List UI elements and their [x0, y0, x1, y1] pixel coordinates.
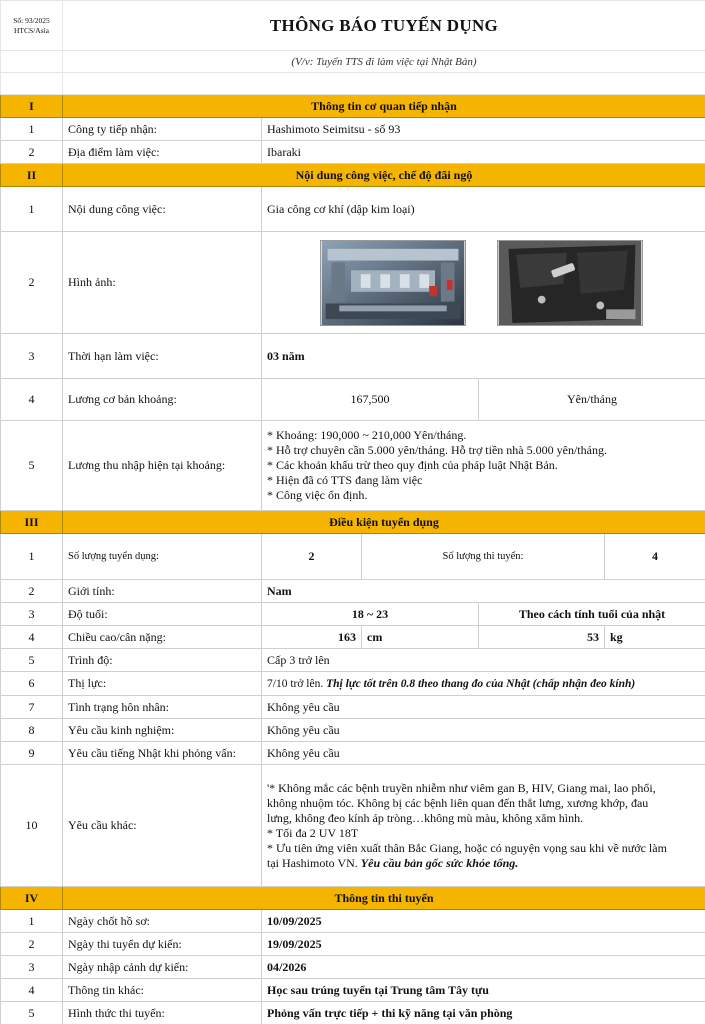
row-label: Hình thức thi tuyển: — [63, 1002, 262, 1024]
age-note: Theo cách tính tuổi của nhật — [479, 603, 705, 626]
table-row: 4 Thông tin khác: Học sau trúng tuyển tại Trung tâm Tây tựu — [1, 979, 705, 1002]
table-row: 2 Giới tính: Nam — [1, 580, 705, 603]
eyesight: 7/10 trở lên. Thị lực tốt trên 0.8 theo thang đo của Nhật (chấp nhận đeo kính) — [262, 672, 705, 696]
base-salary: 167,500 — [262, 379, 479, 421]
application-deadline: 10/09/2025 — [262, 910, 705, 933]
row-label: Lương cơ bản khoảng: — [63, 379, 262, 421]
height-unit: cm — [362, 626, 479, 649]
table-row: 1 Công ty tiếp nhận: Hashimoto Seimitsu - số 93 — [1, 118, 705, 141]
table-row: 1 Ngày chốt hồ sơ: 10/09/2025 — [1, 910, 705, 933]
table-row: 6 Thị lực: 7/10 trở lên. Thị lực tốt trên 0.8 theo thang đo của Nhật (chấp nhận đeo kính) — [1, 672, 705, 696]
receiving-company: Hashimoto Seimitsu - số 93 — [262, 118, 705, 141]
row-label: Ngày chốt hồ sơ: — [63, 910, 262, 933]
entry-date: 04/2026 — [262, 956, 705, 979]
document-number: Số: 93/2025 HTCS/Asia — [1, 1, 63, 51]
japanese-requirement: Không yêu cầu — [262, 742, 705, 765]
row-label: Thông tin khác: — [63, 979, 262, 1002]
gender: Nam — [262, 580, 705, 603]
job-images — [262, 232, 705, 334]
row-label: Trình độ: — [63, 649, 262, 672]
salary-unit: Yên/tháng — [479, 379, 705, 421]
exam-format: Phỏng vấn trực tiếp + thi kỹ năng tại văn phòng — [262, 1002, 705, 1024]
exam-count-label: Số lượng thi tuyển: — [362, 534, 605, 580]
weight-unit: kg — [605, 626, 705, 649]
table-row: 5 Trình độ: Cấp 3 trở lên — [1, 649, 705, 672]
section-header-4: IV Thông tin thi tuyển — [1, 887, 705, 910]
row-label: Chiều cao/cân nặng: — [63, 626, 262, 649]
row-label: Ngày nhập cảnh dự kiến: — [63, 956, 262, 979]
work-duration: 03 năm — [262, 334, 705, 379]
exam-count: 4 — [605, 534, 705, 580]
height-value: 163 — [262, 626, 362, 649]
row-label: Địa điểm làm việc: — [63, 141, 262, 164]
table-row: 1 Nội dung công việc: Gia công cơ khí (dập kim loại) — [1, 187, 705, 232]
row-label: Thị lực: — [63, 672, 262, 696]
table-row: 4 Chiều cao/cân nặng: 163 cm 53 kg — [1, 626, 705, 649]
row-label: Ngày thi tuyển dự kiến: — [63, 933, 262, 956]
marital-status: Không yêu cầu — [262, 696, 705, 719]
section-header-1: I Thông tin cơ quan tiếp nhận — [1, 95, 705, 118]
row-label: Thời hạn làm việc: — [63, 334, 262, 379]
other-requirements: '* Không mắc các bệnh truyền nhiễm như viêm gan B, HIV, Giang mai, lao phổi, không nhuộm tóc. Không bị các bệnh liên quan đến thắt lưng, xương khớp, đau lưng, không đeo kính áp tròng…không mù màu, không xăm hình. * Tối đa 2 UV 18T * Ưu tiên ứng viên xuất thân Bắc Giang, hoặc có nguyện vọng sau khi về nước làm tại Hashimoto VN. Yêu cầu bản gốc sức khỏe tổng. — [262, 765, 705, 887]
row-label: Yêu cầu kinh nghiệm: — [63, 719, 262, 742]
row-label: Độ tuổi: — [63, 603, 262, 626]
work-location: Ibaraki — [262, 141, 705, 164]
recruit-count: 2 — [262, 534, 362, 580]
table-row: 4 Lương cơ bản khoảng: 167,500 Yên/tháng — [1, 379, 705, 421]
table-row: 8 Yêu cầu kinh nghiệm: Không yêu cầu — [1, 719, 705, 742]
job-description: Gia công cơ khí (dập kim loại) — [262, 187, 705, 232]
table-row: 2 Địa điểm làm việc: Ibaraki — [1, 141, 705, 164]
page-title: THÔNG BÁO TUYỂN DỤNG — [63, 1, 705, 51]
table-row: 5 Hình thức thi tuyển: Phỏng vấn trực tiếp + thi kỹ năng tại văn phòng — [1, 1002, 705, 1024]
education-level: Cấp 3 trở lên — [262, 649, 705, 672]
table-row: 3 Thời hạn làm việc: 03 năm — [1, 334, 705, 379]
table-row: 10 Yêu cầu khác: '* Không mắc các bệnh truyền nhiễm như viêm gan B, HIV, Giang mai, lao phổi, không nhuộm tóc. Không bị các bệnh liên quan đến thắt lưng, xương khớp, đau lưng, không đeo kính áp tròng…không mù màu, không xăm hình. * Tối đa 2 UV 18T * Ưu tiên ứng viên xuất thân Bắc Giang, hoặc có nguyện vọng sau khi về nước làm tại Hashimoto VN. Yêu cầu bản gốc sức khỏe tổng. — [1, 765, 705, 887]
table-row: 3 Độ tuổi: 18 ~ 23 Theo cách tính tuổi của nhật — [1, 603, 705, 626]
table-row: 9 Yêu cầu tiếng Nhật khi phỏng vấn: Không yêu cầu — [1, 742, 705, 765]
row-label: Tình trạng hôn nhân: — [63, 696, 262, 719]
table-row: 5 Lương thu nhập hiện tại khoảng: * Khoảng: 190,000 ~ 210,000 Yên/tháng. * Hỗ trợ chuyên cần 5.000 yên/tháng. Hỗ trợ tiền nhà 5.000 yên/tháng. * Các khoản khấu trừ theo quy định của pháp luật Nhật Bản. * Hiện đã có TTS đang làm việc * Công việc ổn định. — [1, 421, 705, 511]
mold-part-photo — [497, 240, 643, 326]
other-info: Học sau trúng tuyển tại Trung tâm Tây tựu — [262, 979, 705, 1002]
row-label: Yêu cầu khác: — [63, 765, 262, 887]
row-label: Giới tính: — [63, 580, 262, 603]
row-label: Hình ảnh: — [63, 232, 262, 334]
stamping-die-photo — [320, 240, 466, 326]
exam-date: 19/09/2025 — [262, 933, 705, 956]
income-details: * Khoảng: 190,000 ~ 210,000 Yên/tháng. * Hỗ trợ chuyên cần 5.000 yên/tháng. Hỗ trợ tiền nhà 5.000 yên/tháng. * Các khoản khấu trừ theo quy định của pháp luật Nhật Bản. * Hiện đã có TTS đang làm việc * Công việc ổn định. — [262, 421, 705, 511]
row-label: Yêu cầu tiếng Nhật khi phỏng vấn: — [63, 742, 262, 765]
row-label: Số lượng tuyển dụng: — [63, 534, 262, 580]
table-row: 2 Ngày thi tuyển dự kiến: 19/09/2025 — [1, 933, 705, 956]
row-label: Nội dung công việc: — [63, 187, 262, 232]
weight-value: 53 — [479, 626, 605, 649]
age-range: 18 ~ 23 — [262, 603, 479, 626]
table-row: 2 Hình ảnh: — [1, 232, 705, 334]
section-header-3: III Điều kiện tuyển dụng — [1, 511, 705, 534]
table-row: 3 Ngày nhập cảnh dự kiến: 04/2026 — [1, 956, 705, 979]
row-label: Công ty tiếp nhận: — [63, 118, 262, 141]
section-header-2: II Nội dung công việc, chế độ đãi ngộ — [1, 164, 705, 187]
table-row: 1 Số lượng tuyển dụng: 2 Số lượng thi tuyển: 4 — [1, 534, 705, 580]
experience-requirement: Không yêu cầu — [262, 719, 705, 742]
table-row: 7 Tình trạng hôn nhân: Không yêu cầu — [1, 696, 705, 719]
page-subtitle: (V/v: Tuyển TTS đi làm việc tại Nhật Bản) — [63, 51, 705, 73]
row-label: Lương thu nhập hiện tại khoảng: — [63, 421, 262, 511]
